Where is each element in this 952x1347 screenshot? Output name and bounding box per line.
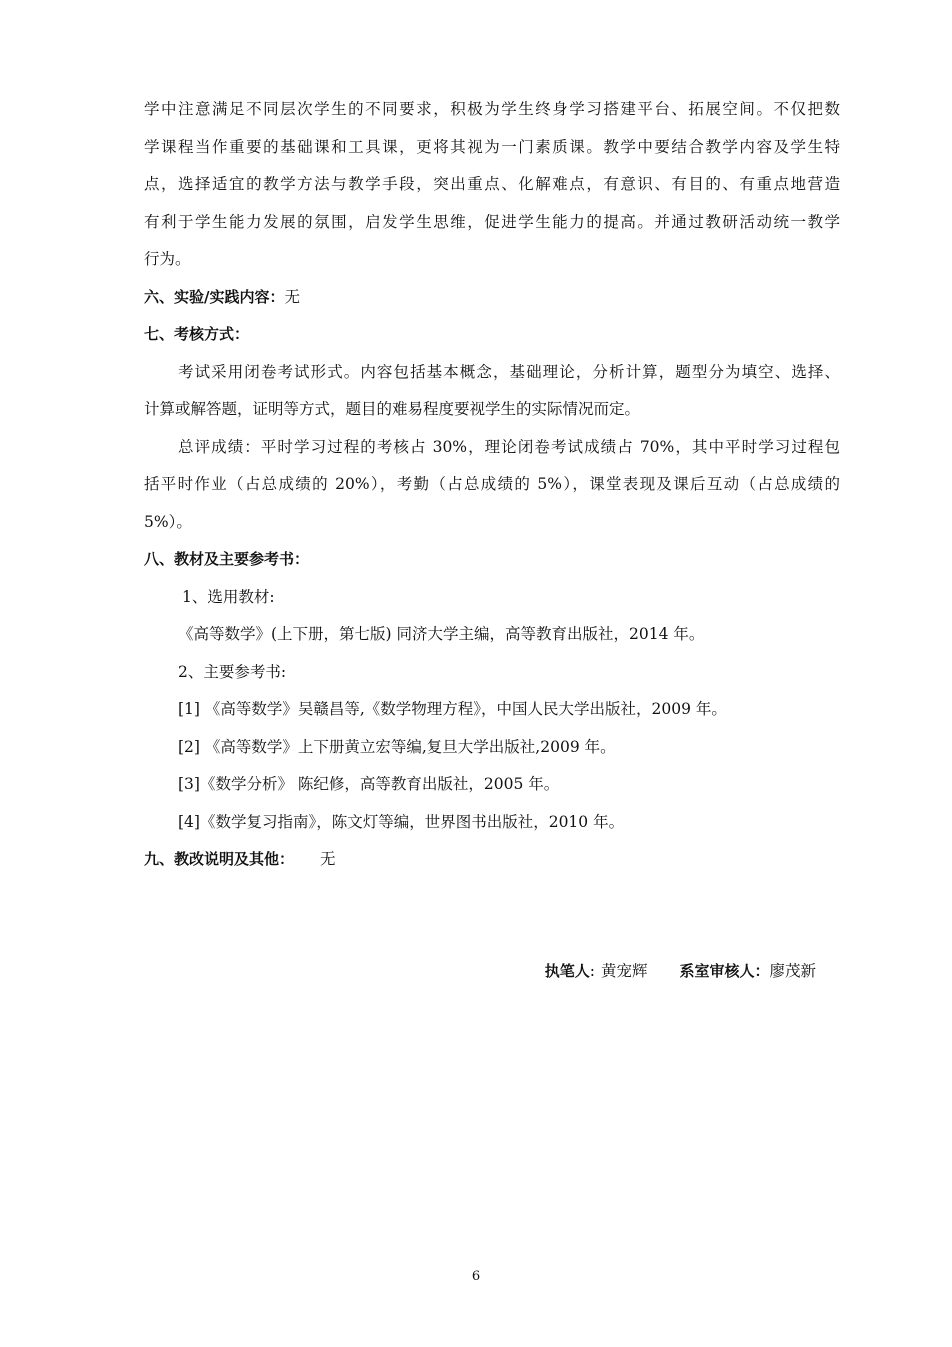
- reference-item: [3]《数学分析》 陈纪修，高等教育出版社，2005 年。: [178, 775, 560, 793]
- reference-item: [4]《数学复习指南》，陈文灯等编，世界图书出版社，2010 年。: [178, 813, 625, 831]
- section-9-value: 无: [320, 850, 336, 868]
- reviewer-label: 系室审核人：: [679, 962, 770, 980]
- page-number: 6: [471, 1269, 481, 1284]
- textbook-entry: 《高等数学》(上下册，第七版) 同济大学主编，高等教育出版社，2014 年。: [178, 625, 705, 643]
- grade-line: 括平时作业（占总成绩的 20%），考勤（占总成绩的 5%），课堂表现及课后互动（占总成绩的: [144, 475, 840, 493]
- reference-item: [1] 《高等数学》吴赣昌等,《数学物理方程》，中国人民大学出版社，2009 年。: [178, 700, 727, 718]
- section-6-value: 无: [284, 288, 300, 306]
- section-9-heading: 九、教改说明及其他：: [144, 850, 295, 868]
- writer-name: 黄宠辉: [600, 962, 648, 980]
- paragraph-line: 点，选择适宜的教学方法与教学手段，突出重点、化解难点，有意识、有目的、有重点地营造: [144, 175, 840, 193]
- section-7-heading: 七、考核方式：: [144, 325, 250, 343]
- writer-separator: :: [589, 962, 595, 980]
- paragraph-line: 学中注意满足不同层次学生的不同要求，积极为学生终身学习搭建平台、拓展空间。不仅把数: [144, 100, 840, 118]
- section-9: [144, 848, 840, 870]
- paragraph-line: 学课程当作重要的基础课和工具课，更将其视为一门素质课。教学中要结合教学内容及学生特: [144, 138, 840, 156]
- grade-line: 5%）。: [144, 513, 192, 531]
- exam-line: 考试采用闭卷考试形式。内容包括基本概念，基础理论，分析计算，题型分为填空、选择、: [178, 363, 840, 381]
- section-8-heading: 八、教材及主要参考书：: [144, 550, 310, 568]
- section-6-heading: 六、实验/实践内容：: [144, 288, 285, 306]
- textbook-label: 1、选用教材:: [182, 588, 275, 606]
- references-label: 2、主要参考书:: [178, 663, 287, 681]
- paragraph-line: 行为。: [144, 250, 191, 268]
- reference-item: [2] 《高等数学》上下册黄立宏等编,复旦大学出版社,2009 年。: [178, 738, 616, 756]
- paragraph-line: 有利于学生能力发展的氛围，启发学生思维，促进学生能力的提高。并通过教研活动统一教学: [144, 213, 840, 231]
- section-6: [144, 286, 840, 308]
- writer-label: 执笔人: [544, 962, 590, 980]
- exam-line: 计算或解答题，证明等方式，题目的难易程度要视学生的实际情况而定。: [144, 400, 641, 418]
- signature-block: [545, 960, 816, 982]
- grade-line: 总评成绩：平时学习过程的考核占 30%，理论闭卷考试成绩占 70%，其中平时学习过程包: [178, 438, 840, 456]
- reviewer-name: 廖茂新: [769, 962, 816, 980]
